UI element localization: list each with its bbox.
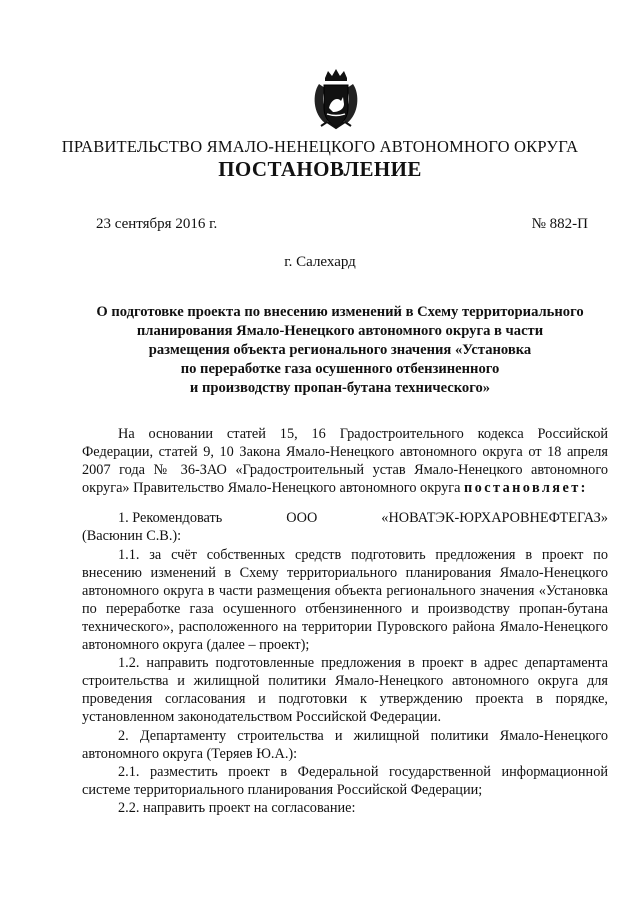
item-2-1: 2.1. разместить проект в Федеральной государственной информационной системе территориального планирования Российской Федерации; <box>82 763 608 798</box>
item-2: 2. Департаменту строительства и жилищной политики Ямало-Ненецкого автономного округа (Теряев Ю.А.): <box>82 727 608 762</box>
document-city: г. Салехард <box>284 254 356 270</box>
document-number: № 882-П <box>531 216 588 232</box>
document-type-title: ПОСТАНОВЛЕНИЕ <box>218 157 422 181</box>
heading-line: планирования Ямало-Ненецкого автономного округа в части <box>136 323 544 339</box>
item-2-2: 2.2. направить проект на согласование: <box>118 799 356 816</box>
item-1-line <box>82 509 608 527</box>
heading-line: О подготовке проекта по внесению изменений в Схему территориального <box>96 304 584 320</box>
item-1-start: 1. Рекомендовать <box>118 510 223 527</box>
item-1-end: (Васюнин С.В.): <box>82 528 182 545</box>
heading-line: размещения объекта регионального значения «Установка <box>148 342 532 358</box>
coat-of-arms-icon <box>311 68 361 130</box>
preamble-paragraph <box>82 425 608 497</box>
heading-line: и производству пропан-бутана технического» <box>189 380 491 396</box>
document-heading <box>80 303 600 398</box>
document-date: 23 сентября 2016 г. <box>96 216 218 232</box>
government-name: ПРАВИТЕЛЬСТВО ЯМАЛО-НЕНЕЦКОГО АВТОНОМНОГО ОКРУГА <box>61 137 579 156</box>
preamble-text: На основании статей 15, 16 Градостроительного кодекса Российской Федерации, статей 9, 10 Закона Ямало-Ненецкого автономного округа от 18 апреля 2007 года № 36-ЗАО «Градостроительный устав Ямало-Ненецкого автономного округа» Правительство Ямало-Ненецкого автономного округа <box>82 426 608 497</box>
heading-line: по переработке газа осушенного отбензиненного <box>180 361 500 377</box>
item-1-1: 1.1. за счёт собственных средств подготовить предложения в проект по внесению изменений в Схему территориального планирования Ямало-Ненецкого автономного округа в части размещения объекта регионального значения «Установка по переработке газа осушенного отбензиненного и производству пропан-бутана технического», расположенного на территории Пуровского района Ямало-Ненецкого автономного округа (далее – проект); <box>82 546 608 654</box>
item-1-2: 1.2. направить подготовленные предложения в проект в адрес департамента строительства и жилищной политики Ямало-Ненецкого автономного округа для проведения согласования и подготовки к утверждению проекта в порядке, установленном законодательством Российской Федерации. <box>82 655 608 726</box>
decree-word: постановляет: <box>464 480 588 497</box>
item-1-org-form: ООО <box>286 510 318 527</box>
document-body <box>82 425 608 817</box>
item-1-org-name: «НОВАТЭК-ЮРХАРОВНЕФТЕГАЗ» <box>381 510 608 527</box>
